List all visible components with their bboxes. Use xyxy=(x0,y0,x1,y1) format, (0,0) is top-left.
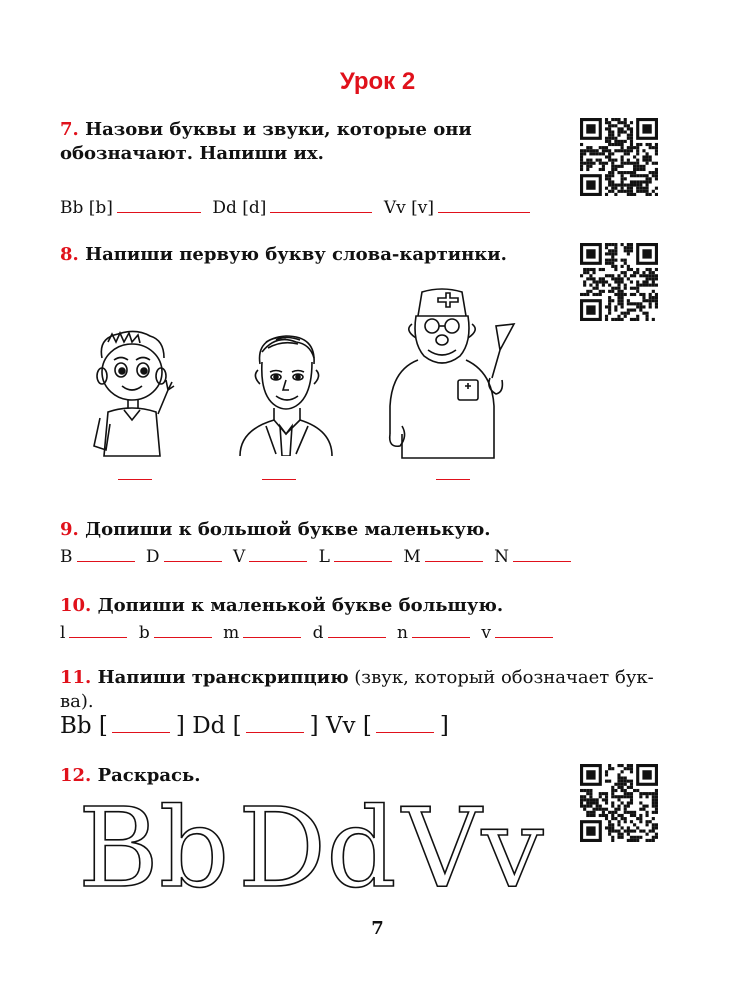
answer-blank[interactable] xyxy=(118,479,152,480)
task-11-text-rest: (звук, который обозначает бук-ва). xyxy=(60,667,654,712)
task-9-instruction xyxy=(60,518,491,542)
answer-blank[interactable] xyxy=(262,479,296,480)
answer-blank[interactable] xyxy=(249,545,307,562)
answer-blank[interactable] xyxy=(436,479,470,480)
task-9-answer-row xyxy=(60,545,577,567)
answer-blank[interactable] xyxy=(513,545,571,562)
task-7-item: Bb [b] xyxy=(60,198,113,218)
letter: n xyxy=(396,623,408,643)
coloring-letters[interactable] xyxy=(60,786,560,896)
task-12-text: Раскрась. xyxy=(97,765,201,786)
answer-blank[interactable] xyxy=(77,545,135,562)
task-10-answer-row xyxy=(60,621,559,643)
answer-blank[interactable] xyxy=(412,621,470,638)
answer-blank[interactable] xyxy=(246,712,304,733)
letter: B xyxy=(60,547,73,567)
outline-letter-pair: Bb xyxy=(78,786,230,896)
task-12-instruction xyxy=(60,764,200,788)
answer-blank[interactable] xyxy=(495,621,553,638)
task-11-text-bold: Напиши транскрипцию xyxy=(97,667,349,688)
task-7-answer-row xyxy=(60,196,536,218)
answer-blank[interactable] xyxy=(328,621,386,638)
letter: m xyxy=(223,623,240,643)
man-picture xyxy=(236,330,336,456)
doctor-picture xyxy=(382,286,516,462)
answer-blank[interactable] xyxy=(270,196,372,213)
transcription-part: ] xyxy=(439,713,449,739)
task-7-instruction xyxy=(60,118,570,166)
letter: N xyxy=(494,547,510,567)
answer-blank[interactable] xyxy=(112,712,170,733)
letter: d xyxy=(312,623,324,643)
letter: b xyxy=(138,623,150,643)
qr-code-icon[interactable] xyxy=(580,243,658,321)
lesson-title: Урок 2 xyxy=(339,68,416,95)
task-7-item: Dd [d] xyxy=(212,198,267,218)
answer-blank[interactable] xyxy=(164,545,222,562)
task-11-instruction xyxy=(60,666,660,714)
letter: L xyxy=(318,547,330,567)
task-7-item: Vv [v] xyxy=(383,198,434,218)
boy-picture xyxy=(88,328,178,458)
answer-blank[interactable] xyxy=(69,621,127,638)
task-12-number: 12. xyxy=(60,765,92,786)
transcription-part: Bb [ xyxy=(60,713,108,739)
task-8-number: 8. xyxy=(60,244,79,265)
answer-blank[interactable] xyxy=(334,545,392,562)
outline-letter-pair: Vv xyxy=(402,786,544,896)
transcription-part: ] Dd [ xyxy=(175,713,242,739)
qr-code-icon[interactable] xyxy=(580,764,658,842)
task-11-number: 11. xyxy=(60,667,92,688)
answer-blank[interactable] xyxy=(376,712,434,733)
task-11-answer-row xyxy=(60,712,449,739)
letter: v xyxy=(481,623,491,643)
outline-letter-pair: Dd xyxy=(238,786,397,896)
answer-blank[interactable] xyxy=(243,621,301,638)
task-10-text: Допиши к маленькой букве большую. xyxy=(97,595,504,616)
answer-blank[interactable] xyxy=(154,621,212,638)
task-10-number: 10. xyxy=(60,595,92,616)
task-9-text: Допиши к большой букве маленькую. xyxy=(85,519,491,540)
letter: D xyxy=(145,547,160,567)
letter: l xyxy=(60,623,66,643)
qr-code-icon[interactable] xyxy=(580,118,658,196)
transcription-part: ] Vv [ xyxy=(309,713,372,739)
task-9-number: 9. xyxy=(60,519,79,540)
page-number: 7 xyxy=(371,918,384,939)
answer-blank[interactable] xyxy=(117,196,201,213)
answer-blank[interactable] xyxy=(425,545,483,562)
answer-blank[interactable] xyxy=(438,196,530,213)
task-10-instruction xyxy=(60,594,503,618)
letter: V xyxy=(232,547,246,567)
task-8-text: Напиши первую букву слова-картинки. xyxy=(85,244,507,265)
task-7-number: 7. xyxy=(60,119,79,140)
letter: M xyxy=(403,547,421,567)
task-8-instruction xyxy=(60,243,507,267)
task-7-text: Назови буквы и звуки, которые они обозначают. Напиши их. xyxy=(60,119,472,164)
